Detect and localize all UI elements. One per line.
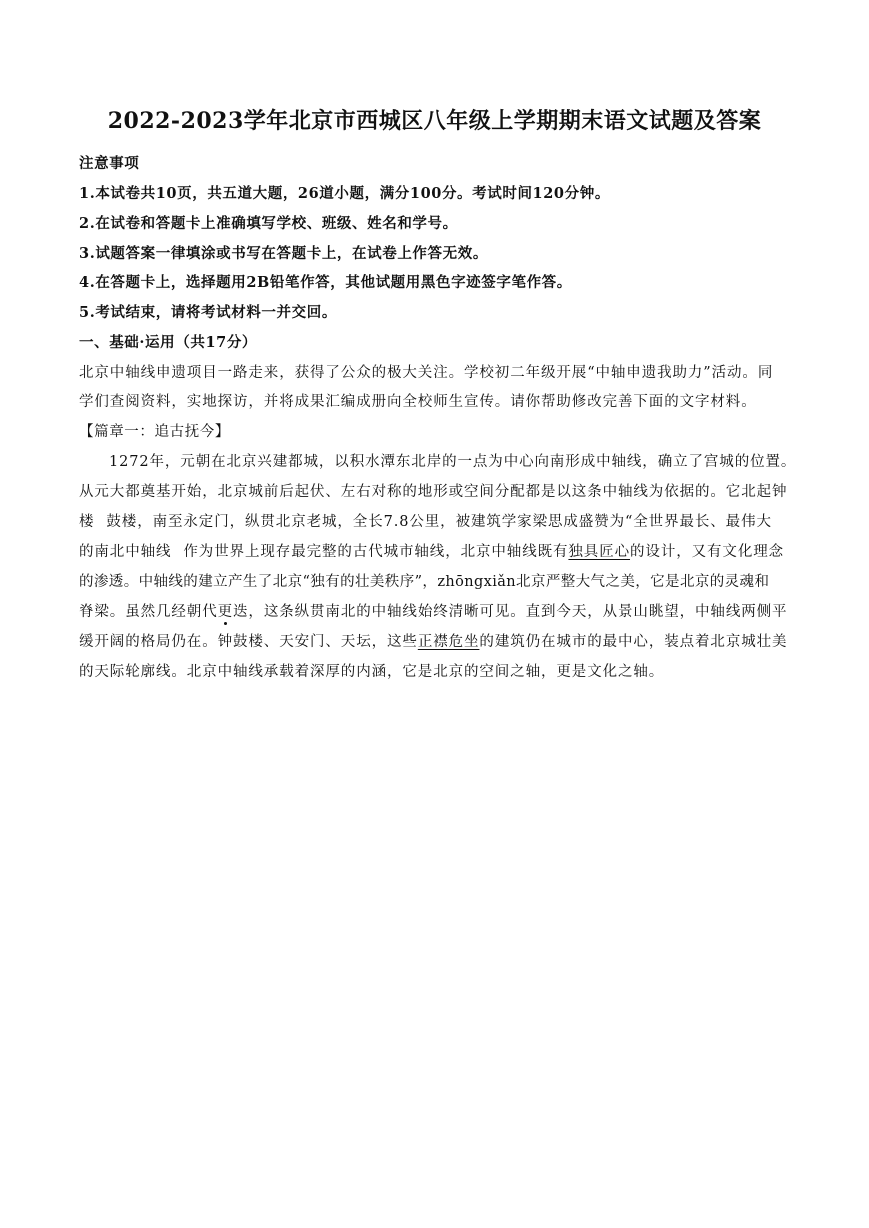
passage-text: 脊梁。虽然几经朝代 bbox=[79, 604, 218, 620]
passage-line-7 bbox=[79, 630, 789, 651]
passage-text: 的设计，又有文化理念 bbox=[630, 544, 785, 560]
underlined-phrase: 独具匠心 bbox=[568, 544, 631, 560]
notice-item-2: 2.在试卷和答题卡上准确填写学校、班级、姓名和学号。 bbox=[79, 215, 458, 232]
passage-line-3 bbox=[79, 510, 789, 531]
passage-line-5: 的渗透。中轴线的建立产生了北京“独有的壮美秩序”，zhōngxiǎn北京严整大气之美，它是北京的灵魂和 bbox=[79, 574, 770, 590]
intro-line-2: 学们查阅资料，实地探访，并将成果汇编成册向全校师生宣传。请你帮助修改完善下面的文字材料。 bbox=[79, 394, 757, 410]
passage-text: 的建筑仍在城市的最中心，装点着北京城壮美 bbox=[479, 634, 788, 650]
passage-text: 的南北中轴线 bbox=[79, 544, 172, 560]
notice-item-1: 1.本试卷共10页，共五道大题，26道小题，满分100分。考试时间120分钟。 bbox=[79, 185, 610, 202]
intro-line-1: 北京中轴线申遗项目一路走来，获得了公众的极大关注。学校初二年级开展“中轴申遗我助力”活动。同 bbox=[79, 365, 774, 381]
chapter-label: 【篇章一：追古抚今】 bbox=[79, 424, 230, 440]
passage-text: 楼 bbox=[79, 514, 95, 530]
document-title: 2022-2023学年北京市西城区八年级上学期期末语文试题及答案 bbox=[107, 108, 762, 134]
passage-line-6 bbox=[79, 600, 789, 621]
passage-text: 迭，这条纵贯南北的中轴线始终清晰可见。直到今天，从景山眺望，中轴线两侧平 bbox=[233, 604, 788, 620]
passage-line-2: 从元大都奠基开始，北京城前后起伏、左右对称的地形或空间分配都是以这条中轴线为依据的。它北起钟 bbox=[79, 484, 788, 500]
passage-text: 作为世界上现存最完整的古代城市轴线，北京中轴线既有 bbox=[183, 544, 569, 560]
passage-line-1: 1272年，元朝在北京兴建都城，以积水潭东北岸的一点为中心向南形成中轴线，确立了宫城的位置。 bbox=[109, 454, 797, 470]
notice-item-5: 5.考试结束，请将考试材料一并交回。 bbox=[79, 304, 337, 321]
underlined-phrase: 正襟危坐 bbox=[417, 634, 480, 650]
notice-heading: 注意事项 bbox=[79, 155, 140, 172]
emphasis-dot-char: 更 bbox=[217, 604, 234, 620]
notice-item-4: 4.在答题卡上，选择题用2B铅笔作答，其他试题用黑色字迹签字笔作答。 bbox=[79, 274, 572, 291]
passage-line-8: 的天际轮廓线。北京中轴线承载着深厚的内涵，它是北京的空间之轴，更是文化之轴。 bbox=[79, 664, 665, 680]
notice-item-3: 3.试题答案一律填涂或书写在答题卡上，在试卷上作答无效。 bbox=[79, 245, 488, 262]
passage-text: 缓开阔的格局仍在。钟鼓楼、天安门、天坛，这些 bbox=[79, 634, 418, 650]
passage-line-4 bbox=[79, 540, 789, 561]
section-heading: 一、基础·运用（共17分） bbox=[79, 334, 258, 351]
passage-text: 鼓楼，南至永定门，纵贯北京老城，全长7.8公里，被建筑学家梁思成盛赞为“全世界最长、最伟大 bbox=[106, 514, 772, 530]
